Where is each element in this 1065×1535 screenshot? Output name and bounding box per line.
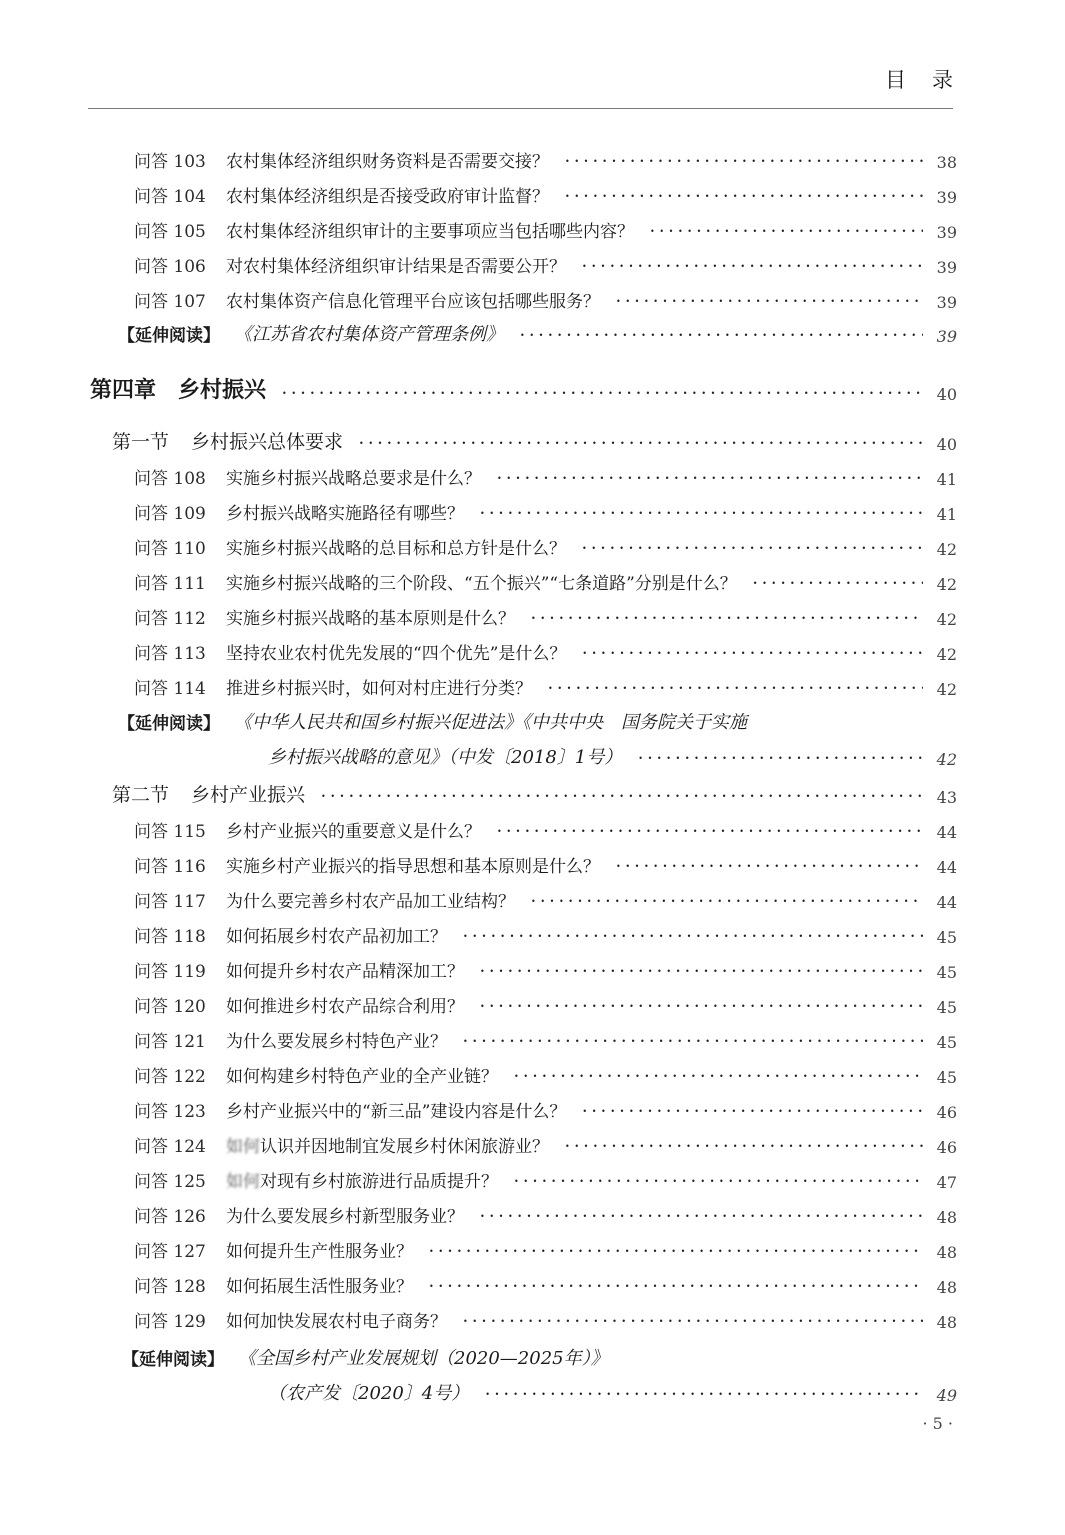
- toc-entry[interactable]: [134, 1063, 957, 1087]
- qa-number: 105: [173, 222, 206, 242]
- leader-dots: [429, 1278, 923, 1297]
- page-number: 45: [936, 1068, 957, 1087]
- entry-title: 推进乡村振兴时，如何对村庄进行分类？: [226, 679, 532, 699]
- page-number: 45: [936, 998, 957, 1017]
- entry-title: 实施乡村振兴战略的基本原则是什么？: [226, 609, 515, 629]
- qa-prefix: 问答: [134, 504, 168, 524]
- qa-number: 109: [173, 504, 206, 524]
- leader-dots: [429, 1243, 923, 1262]
- qa-number: 103: [173, 152, 206, 172]
- page-number: 39: [936, 293, 957, 312]
- qa-prefix: 问答: [134, 292, 168, 312]
- section-heading[interactable]: [112, 781, 957, 807]
- entry-title: 如何拓展生活性服务业？: [226, 1277, 413, 1297]
- toc-entry[interactable]: [134, 1203, 957, 1227]
- extended-reading-label: 【延伸阅读】: [122, 1350, 224, 1370]
- page-number: 49: [936, 1386, 957, 1405]
- qa-number: 115: [173, 822, 206, 842]
- section-title: 乡村振兴总体要求: [191, 431, 344, 453]
- qa-prefix: 问答: [134, 857, 168, 877]
- chapter-title: 第四章 乡村振兴: [90, 378, 267, 403]
- entry-title: 为什么要完善乡村农产品加工业结构？: [226, 892, 515, 912]
- leader-dots: [463, 1313, 923, 1332]
- toc-entry[interactable]: [134, 993, 957, 1017]
- page-number: 42: [936, 645, 957, 664]
- qa-number: 104: [173, 187, 206, 207]
- qa-prefix: 问答: [134, 257, 168, 277]
- qa-prefix: 问答: [134, 1172, 168, 1192]
- entry-title: 为什么要发展乡村新型服务业？: [226, 1207, 464, 1227]
- qa-prefix: 问答: [134, 1067, 168, 1087]
- toc-entry[interactable]: [134, 535, 957, 559]
- toc-entry[interactable]: [134, 640, 957, 664]
- page-number: 42: [936, 610, 957, 629]
- leader-dots: [650, 223, 923, 242]
- page-number: 44: [936, 858, 957, 877]
- page-number: 40: [936, 385, 957, 404]
- toc-entry[interactable]: [134, 1273, 957, 1297]
- qa-number: 127: [173, 1242, 206, 1262]
- qa-prefix: 问答: [134, 1242, 168, 1262]
- leader-dots: [514, 1173, 923, 1192]
- extended-reading-title-line2: （农产发〔2020〕4号）: [268, 1383, 470, 1404]
- toc-entry[interactable]: [134, 1168, 957, 1192]
- entry-title: 如何推进乡村农产品综合利用？: [226, 997, 464, 1017]
- entry-title: 乡村产业振兴中的“新三品”建设内容是什么？: [226, 1102, 567, 1122]
- qa-prefix: 问答: [134, 609, 168, 629]
- qa-prefix: 问答: [134, 187, 168, 207]
- qa-number: 122: [173, 1067, 206, 1087]
- toc-entry[interactable]: [134, 1098, 957, 1122]
- qa-number: 116: [173, 857, 206, 877]
- qa-prefix: 问答: [134, 1137, 168, 1157]
- entry-title: 农村集体经济组织审计的主要事项应当包括哪些内容？: [226, 222, 634, 242]
- page-number: 48: [936, 1313, 957, 1332]
- extended-reading[interactable]: [118, 322, 957, 346]
- page-number: 42: [936, 750, 957, 769]
- entry-title: 为什么要发展乡村特色产业？: [226, 1032, 447, 1052]
- qa-prefix: 问答: [134, 962, 168, 982]
- qa-number: 106: [173, 257, 206, 277]
- section-number: 第一节: [112, 431, 170, 453]
- extended-reading-label: 【延伸阅读】: [118, 714, 220, 734]
- entry-title: 乡村产业振兴的重要意义是什么？: [226, 822, 481, 842]
- qa-prefix: 问答: [134, 574, 168, 594]
- qa-prefix: 问答: [134, 1207, 168, 1227]
- qa-prefix: 问答: [134, 1032, 168, 1052]
- toc-entry[interactable]: [134, 288, 957, 312]
- qa-number: 124: [173, 1137, 206, 1157]
- toc-entry[interactable]: [134, 1133, 957, 1157]
- qa-number: 107: [173, 292, 206, 312]
- qa-prefix: 问答: [134, 679, 168, 699]
- leader-dots: [282, 385, 923, 404]
- leader-dots: [616, 858, 923, 877]
- page-number: 44: [936, 823, 957, 842]
- extended-reading-continuation[interactable]: [268, 1381, 957, 1405]
- qa-prefix: 问答: [134, 927, 168, 947]
- entry-title: 坚持农业农村优先发展的“四个优先”是什么？: [226, 644, 567, 664]
- leader-dots: [480, 505, 923, 524]
- page-number: 42: [936, 540, 957, 559]
- leader-dots: [520, 327, 923, 346]
- toc-entry[interactable]: [134, 605, 957, 629]
- entry-title: 实施乡村振兴战略的总目标和总方针是什么？: [226, 539, 566, 559]
- toc-entry[interactable]: [134, 818, 957, 842]
- leader-dots: [582, 1103, 923, 1122]
- qa-prefix: 问答: [134, 1102, 168, 1122]
- entry-title: 实施乡村振兴战略总要求是什么？: [226, 469, 481, 489]
- obscured-text: 如何: [226, 1137, 260, 1157]
- page-number: 45: [936, 963, 957, 982]
- qa-number: 126: [173, 1207, 206, 1227]
- extended-reading-title: 《江苏省农村集体资产管理条例》: [234, 324, 504, 345]
- entry-title: 实施乡村振兴战略的三个阶段、“五个振兴”“七条道路”分别是什么？: [226, 574, 737, 594]
- leader-dots: [359, 435, 923, 454]
- qa-number: 123: [173, 1102, 206, 1122]
- page-number: 38: [936, 153, 957, 172]
- toc-entry[interactable]: [134, 958, 957, 982]
- toc-entry[interactable]: [134, 570, 957, 594]
- qa-number: 128: [173, 1277, 206, 1297]
- page-number: 42: [936, 575, 957, 594]
- toc-entry[interactable]: [134, 183, 957, 207]
- leader-dots: [753, 575, 923, 594]
- chapter-heading[interactable]: [90, 374, 957, 404]
- toc-entry[interactable]: [134, 675, 957, 699]
- qa-number: 113: [173, 644, 206, 664]
- page-number: 39: [936, 327, 957, 346]
- header-title: 目录: [885, 68, 979, 92]
- toc-entry[interactable]: [134, 853, 957, 877]
- page-number: 46: [936, 1138, 957, 1157]
- leader-dots: [638, 750, 923, 769]
- leader-dots: [463, 928, 923, 947]
- qa-number: 111: [173, 574, 206, 594]
- entry-title: [226, 1167, 498, 1192]
- entry-title: 如何提升生产性服务业？: [226, 1242, 413, 1262]
- toc-entry[interactable]: [134, 1028, 957, 1052]
- leader-dots: [582, 258, 923, 277]
- qa-number: 129: [173, 1312, 206, 1332]
- page-number: 48: [936, 1208, 957, 1227]
- page-number: 43: [936, 788, 957, 807]
- page-number: 46: [936, 1103, 957, 1122]
- page-number: 42: [936, 680, 957, 699]
- qa-number: 114: [173, 679, 206, 699]
- qa-number: 125: [173, 1172, 206, 1192]
- qa-prefix: 问答: [134, 1277, 168, 1297]
- page-number: 45: [936, 1033, 957, 1052]
- page-number: 44: [936, 893, 957, 912]
- entry-title: 农村集体资产信息化管理平台应该包括哪些服务？: [226, 292, 600, 312]
- qa-prefix: 问答: [134, 469, 168, 489]
- leader-dots: [616, 293, 923, 312]
- qa-number: 112: [173, 609, 206, 629]
- extended-reading[interactable]: [122, 1346, 957, 1370]
- page-footer-number: · 5 ·: [922, 1414, 953, 1433]
- qa-prefix: 问答: [134, 1312, 168, 1332]
- qa-prefix: 问答: [134, 644, 168, 664]
- toc-entry[interactable]: [134, 148, 957, 172]
- leader-dots: [565, 1138, 923, 1157]
- extended-reading-continuation[interactable]: [268, 745, 957, 769]
- toc-entry[interactable]: [134, 218, 957, 242]
- entry-title-text: 认识并因地制宜发展乡村休闲旅游业？: [260, 1137, 549, 1157]
- toc-entry[interactable]: [134, 465, 957, 489]
- entry-title: 农村集体经济组织财务资料是否需要交接？: [226, 152, 549, 172]
- entry-title: 如何加快发展农村电子商务？: [226, 1312, 447, 1332]
- entry-title: 如何提升乡村农产品精深加工？: [226, 962, 464, 982]
- leader-dots: [582, 645, 923, 664]
- leader-dots: [497, 470, 923, 489]
- leader-dots: [514, 1068, 923, 1087]
- toc-entry[interactable]: [134, 253, 957, 277]
- leader-dots: [565, 153, 923, 172]
- qa-prefix: 问答: [134, 539, 168, 559]
- qa-prefix: 问答: [134, 152, 168, 172]
- entry-title: 农村集体经济组织是否接受政府审计监督？: [226, 187, 549, 207]
- section-title: 乡村产业振兴: [191, 784, 306, 806]
- toc-entry[interactable]: [134, 888, 957, 912]
- page-number: 48: [936, 1278, 957, 1297]
- entry-title: [226, 1132, 549, 1157]
- section-number: 第二节: [112, 784, 170, 806]
- entry-title: 对农村集体经济组织审计结果是否需要公开？: [226, 257, 566, 277]
- page-number: 47: [936, 1173, 957, 1192]
- qa-number: 110: [173, 539, 206, 559]
- section-heading[interactable]: [112, 428, 957, 454]
- leader-dots: [480, 1208, 923, 1227]
- entry-title: 如何构建乡村特色产业的全产业链？: [226, 1067, 498, 1087]
- qa-number: 118: [173, 927, 206, 947]
- leader-dots: [480, 963, 923, 982]
- leader-dots: [531, 610, 923, 629]
- qa-number: 117: [173, 892, 206, 912]
- leader-dots: [497, 823, 923, 842]
- qa-number: 120: [173, 997, 206, 1017]
- page-number: 40: [936, 435, 957, 454]
- page-number: 48: [936, 1243, 957, 1262]
- qa-prefix: 问答: [134, 222, 168, 242]
- toc-entry[interactable]: [134, 923, 957, 947]
- page-number: 45: [936, 928, 957, 947]
- leader-dots: [531, 893, 923, 912]
- entry-title: 如何拓展乡村农产品初加工？: [226, 927, 447, 947]
- qa-prefix: 问答: [134, 822, 168, 842]
- qa-prefix: 问答: [134, 997, 168, 1017]
- page-number: 41: [936, 505, 957, 524]
- toc-entry[interactable]: [134, 1238, 957, 1262]
- leader-dots: [480, 998, 923, 1017]
- entry-title: 乡村振兴战略实施路径有哪些？: [226, 504, 464, 524]
- entry-title: 实施乡村产业振兴的指导思想和基本原则是什么？: [226, 857, 600, 877]
- toc-entry[interactable]: [134, 500, 957, 524]
- extended-reading[interactable]: [118, 710, 957, 734]
- qa-number: 108: [173, 469, 206, 489]
- extended-reading-title-line2: 乡村振兴战略的意见》（中发〔2018〕1号）: [268, 747, 623, 768]
- page-number: 39: [936, 258, 957, 277]
- extended-reading-label: 【延伸阅读】: [118, 326, 220, 346]
- leader-dots: [565, 188, 923, 207]
- leader-dots: [321, 788, 923, 807]
- obscured-text: 如何: [226, 1172, 260, 1192]
- page-number: 39: [936, 188, 957, 207]
- leader-dots: [582, 540, 923, 559]
- extended-reading-title-line1: 《中华人民共和国乡村振兴促进法》《中共中央 国务院关于实施: [234, 712, 747, 733]
- qa-number: 119: [173, 962, 206, 982]
- page-number: 39: [936, 223, 957, 242]
- leader-dots: [463, 1033, 923, 1052]
- qa-number: 121: [173, 1032, 206, 1052]
- qa-prefix: 问答: [134, 892, 168, 912]
- leader-dots: [548, 680, 923, 699]
- toc-entry[interactable]: [134, 1308, 957, 1332]
- page-number: 41: [936, 470, 957, 489]
- leader-dots: [485, 1386, 923, 1405]
- entry-title-text: 对现有乡村旅游进行品质提升？: [260, 1172, 498, 1192]
- extended-reading-title-line1: 《全国乡村产业发展规划（2020—2025年）》: [238, 1348, 609, 1369]
